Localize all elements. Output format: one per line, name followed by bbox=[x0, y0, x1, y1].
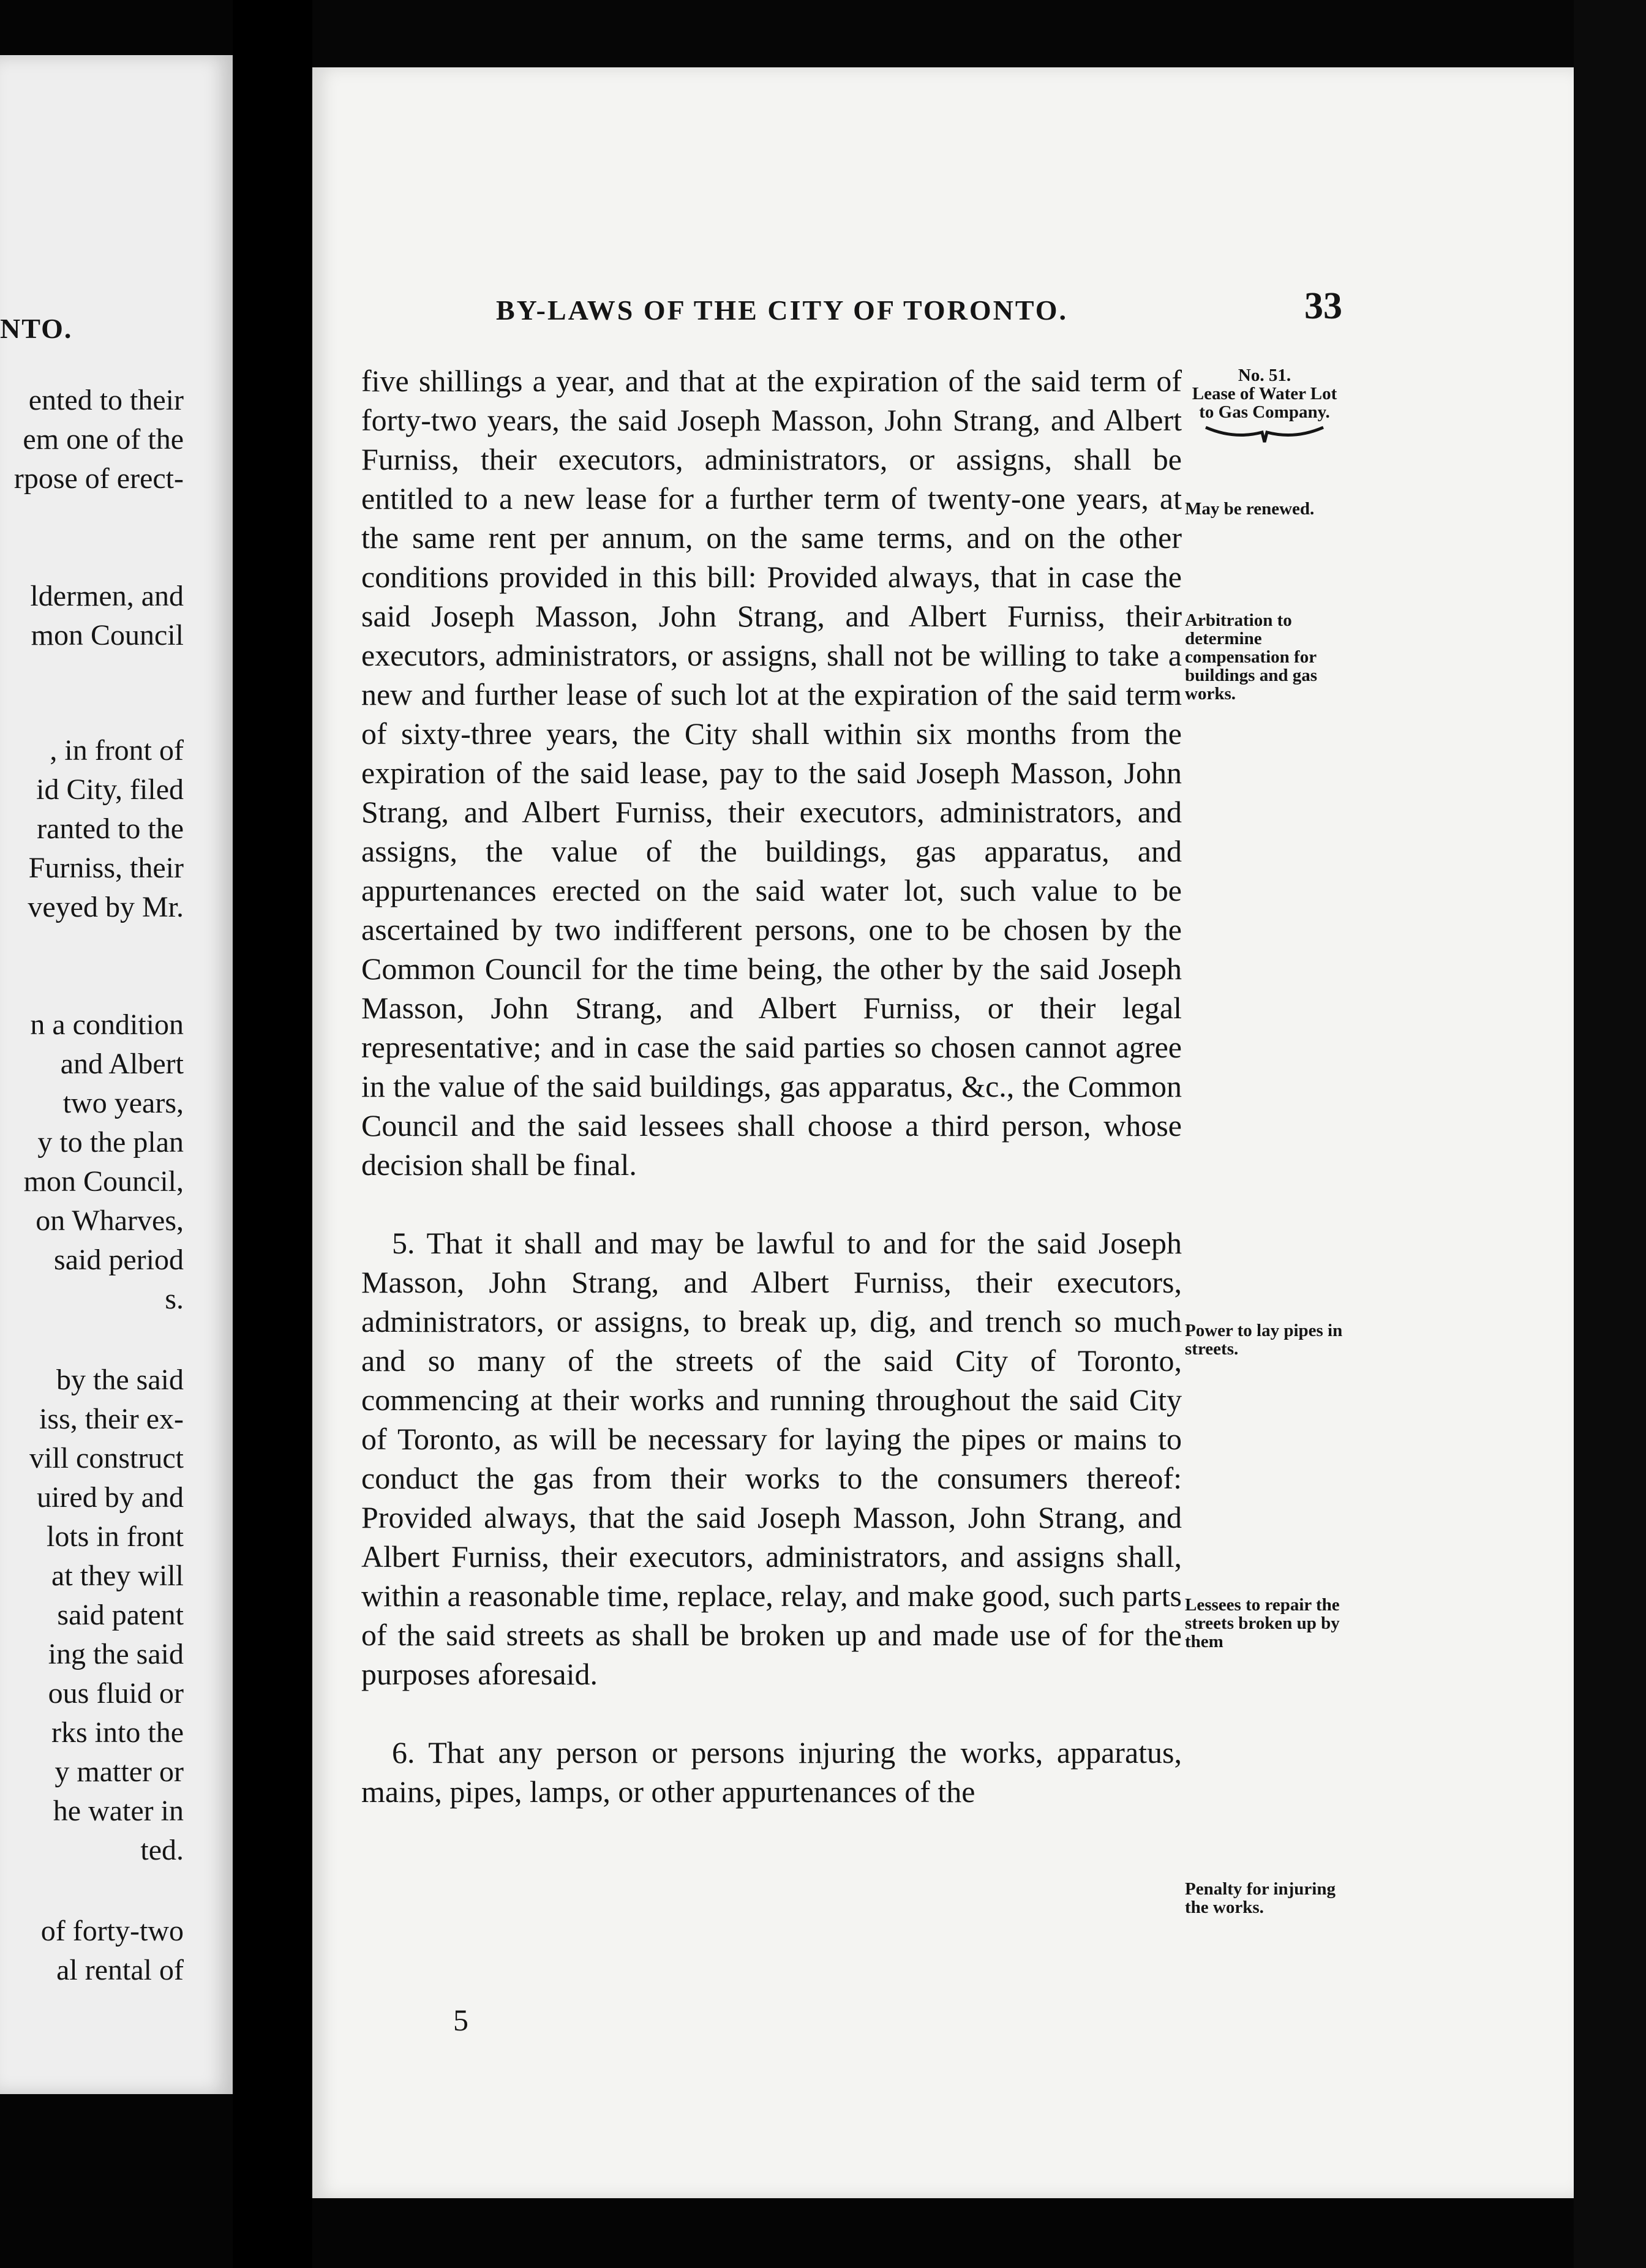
left-text-fragment: at they will bbox=[51, 1560, 184, 1592]
marginal-note-arbitration: Arbitration to determine compensation for buildings and gas works. bbox=[1185, 610, 1318, 704]
book-gutter bbox=[233, 0, 312, 2268]
left-text-fragment: Furniss, their bbox=[28, 852, 184, 884]
left-text-fragment: mon Council, bbox=[23, 1165, 184, 1198]
paragraph-section-6: 6. That any person or persons injuring the works, apparatus, mains, pipes, lamps, or other appurtenances of the bbox=[361, 1735, 1182, 1809]
left-text-fragment: s. bbox=[165, 1283, 184, 1315]
signature-mark: 5 bbox=[453, 2003, 468, 2037]
left-text-fragment: em one of the bbox=[23, 423, 184, 456]
paragraph-continued: five shillings a year, and that at the expiration of the said term of forty-two years, the said Joseph Masson, John Strang, and Albert Furniss, their executors, administrators, or assigns, shall be entitled to a new lease for a further term of twenty-one years, at the same rent per annum, on the same terms, and on the other conditions provided in this bill: Provided always, that in case the said Joseph Masson, John Strang, and Albert Furniss, their executors, administrators, or assigns, shall not be willing to take a new and further lease of such lot at the expiration of the said term of sixty-three years, the City shall within six months from the expiration of the said lease, pay to the said Joseph Masson, John Strang, and Albert Furniss, their executors, administrators, and assigns, the value of the buildings, gas apparatus, and appurtenances erected on the said water lot, such value to be ascertained by two indifferent persons, one to be chosen by the Common Council for the time being, the other by the said Joseph Masson, John Strang, and Albert Furniss, or their legal representative; and in case the said parties so chosen cannot agree in the value of the said buildings, gas apparatus, &c., the Common Council and the said lessees shall choose a third person, whose decision shall be final. bbox=[361, 364, 1182, 1182]
main-page bbox=[312, 67, 1574, 2198]
left-text-fragment: uired by and bbox=[37, 1481, 184, 1514]
left-text-fragment: he water in bbox=[53, 1795, 184, 1827]
left-text-fragment: al rental of bbox=[56, 1954, 184, 1986]
left-facing-page bbox=[0, 55, 233, 2094]
marginal-note-repair: Lessees to repair the streets broken up by them bbox=[1185, 1595, 1340, 1651]
left-text-fragment: ing the said bbox=[48, 1638, 184, 1670]
left-running-head: NTO. bbox=[0, 313, 73, 344]
left-text-fragment: n a condition bbox=[30, 1008, 184, 1041]
left-text-fragment: and Albert bbox=[60, 1048, 184, 1080]
marginal-note-pipes: Power to lay pipes in streets. bbox=[1185, 1321, 1343, 1359]
scan-top-edge bbox=[233, 0, 1646, 67]
left-text-fragment: ented to their bbox=[28, 384, 184, 416]
left-text-fragment: id City, filed bbox=[36, 773, 184, 806]
left-text-fragment: veyed by Mr. bbox=[28, 891, 184, 923]
left-text-fragment: y matter or bbox=[54, 1755, 184, 1788]
left-text-fragment: lots in front bbox=[47, 1520, 184, 1553]
left-text-fragment: ous fluid or bbox=[48, 1677, 184, 1710]
left-text-fragment: said patent bbox=[57, 1599, 184, 1631]
left-text-fragment: mon Council bbox=[31, 619, 184, 651]
marginal-note-renewed: May be renewed. bbox=[1185, 499, 1315, 519]
paragraph-section-5: 5. That it shall and may be lawful to and for the said Joseph Masson, John Strang, and Albert Furniss, their executors, administrators, or assigns, to break up, dig, and trench so much and so many of the streets of the said City of Toronto, commencing at their works and running throughout the said City of Toronto, as will be necessary for laying the pipes or mains to conduct the gas from their works to the consumers thereof: Provided always, that the said Joseph Masson, John Strang, and Albert Furniss, their executors, administrators, and assigns shall, within a reasonable time, replace, relay, and make good, such parts of the said streets as shall be broken up and made use of for the purposes aforesaid. bbox=[361, 1226, 1182, 1691]
left-text-fragment: of forty-two bbox=[40, 1915, 184, 1947]
page-number: 33 bbox=[1304, 285, 1342, 327]
left-text-fragment: rks into the bbox=[51, 1716, 184, 1749]
marginal-note-lease-text: Lease of Water Lot to Gas Company. bbox=[1192, 384, 1337, 422]
left-text-fragment: iss, their ex- bbox=[39, 1403, 184, 1435]
scan-right-edge bbox=[1574, 0, 1646, 2268]
marginal-note-penalty: Penalty for injuring the works. bbox=[1185, 1879, 1336, 1917]
left-text-fragment: ldermen, and bbox=[30, 580, 184, 612]
left-text-fragment: two years, bbox=[62, 1087, 184, 1119]
left-text-fragment: said period bbox=[54, 1244, 184, 1276]
left-text-fragment: y to the plan bbox=[37, 1126, 184, 1158]
body-text bbox=[361, 361, 1182, 1850]
marginal-note-lease bbox=[1185, 366, 1344, 445]
left-text-fragment: on Wharves, bbox=[36, 1204, 184, 1237]
running-head: BY-LAWS OF THE CITY OF TORONTO. bbox=[496, 295, 1069, 326]
marginal-note-number: No. 51. bbox=[1238, 366, 1291, 385]
left-text-fragment: ranted to the bbox=[37, 813, 184, 845]
left-text-fragment: vill construct bbox=[29, 1442, 184, 1474]
left-text-fragment: rpose of erect- bbox=[13, 462, 184, 495]
left-text-fragment: , in front of bbox=[50, 734, 184, 767]
brace-icon bbox=[1203, 424, 1326, 445]
left-text-fragment: by the said bbox=[56, 1364, 184, 1396]
left-text-fragment: ted. bbox=[140, 1834, 184, 1866]
